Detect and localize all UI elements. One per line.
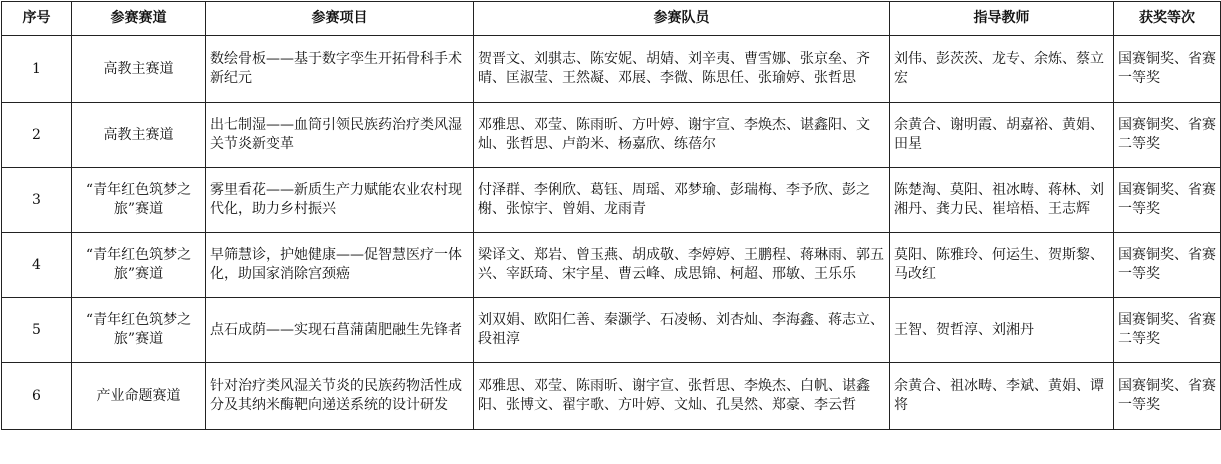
cell-project: 针对治疗类风湿关节炎的民族药物活性成分及其纳米酶靶向递送系统的设计研发 — [206, 363, 474, 430]
cell-project: 雾里看花——新质生产力赋能农业农村现代化，助力乡村振兴 — [206, 168, 474, 233]
cell-advisors: 刘伟、彭茨茨、龙专、余炼、蔡立宏 — [890, 36, 1114, 103]
cell-track: 产业命题赛道 — [72, 363, 206, 430]
cell-members: 付泽群、李俐欣、葛钰、周瑶、邓梦瑜、彭瑞梅、李予欣、彭之榭、张惊宇、曾娟、龙雨青 — [474, 168, 890, 233]
cell-advisors: 莫阳、陈雅玲、何运生、贺斯黎、马改红 — [890, 233, 1114, 298]
cell-members: 梁译文、郑岩、曾玉燕、胡成敬、李婷婷、王鹏程、蒋琳雨、郭五兴、宰跃琦、宋宇星、曹云峰、成思锦、柯超、邢敏、王乐乐 — [474, 233, 890, 298]
cell-advisors: 余黄合、祖冰畴、李斌、黄娟、谭将 — [890, 363, 1114, 430]
cell-award: 国赛铜奖、省赛一等奖 — [1114, 168, 1221, 233]
cell-project: 早筛慧诊，护她健康——促智慧医疗一体化，助国家消除宫颈癌 — [206, 233, 474, 298]
cell-members: 邓雅思、邓莹、陈雨昕、谢宇宣、张哲思、李焕杰、白帆、谌鑫阳、张博文、翟宇歌、方叶婷、文灿、孔昊然、郑豪、李云哲 — [474, 363, 890, 430]
table-row — [2, 168, 1221, 233]
table-row — [2, 363, 1221, 430]
cell-project: 出七制湿——血筒引领民族药治疗类风湿关节炎新变革 — [206, 103, 474, 168]
cell-award: 国赛铜奖、省赛二等奖 — [1114, 298, 1221, 363]
cell-track: 高教主赛道 — [72, 36, 206, 103]
table-row — [2, 36, 1221, 103]
cell-award: 国赛铜奖、省赛一等奖 — [1114, 36, 1221, 103]
header-track: 参赛赛道 — [72, 2, 206, 36]
cell-members: 贺晋文、刘骐志、陈安妮、胡婧、刘辛夷、曹雪娜、张京垒、齐晴、匡淑莹、王然凝、邓展、李微、陈思任、张瑜婷、张哲思 — [474, 36, 890, 103]
cell-advisors: 陈楚淘、莫阳、祖冰畴、蒋林、刘湘丹、龚力民、崔培梧、王志辉 — [890, 168, 1114, 233]
cell-advisors: 王智、贺哲淳、刘湘丹 — [890, 298, 1114, 363]
cell-track: “青年红色筑梦之旅”赛道 — [72, 168, 206, 233]
cell-project: 数绘骨板——基于数字孪生开拓骨科手术新纪元 — [206, 36, 474, 103]
cell-track: 高教主赛道 — [72, 103, 206, 168]
header-award: 获奖等次 — [1114, 2, 1221, 36]
table-row — [2, 103, 1221, 168]
cell-index: 4 — [2, 233, 72, 298]
header-project: 参赛项目 — [206, 2, 474, 36]
cell-index: 1 — [2, 36, 72, 103]
table-row — [2, 298, 1221, 363]
cell-advisors: 余黄合、谢明霞、胡嘉裕、黄娟、田星 — [890, 103, 1114, 168]
cell-index: 2 — [2, 103, 72, 168]
header-index: 序号 — [2, 2, 72, 36]
header-row — [2, 2, 1221, 36]
header-advisors: 指导教师 — [890, 2, 1114, 36]
header-members: 参赛队员 — [474, 2, 890, 36]
awards-table — [1, 1, 1221, 430]
cell-track: “青年红色筑梦之旅”赛道 — [72, 298, 206, 363]
cell-index: 6 — [2, 363, 72, 430]
cell-index: 3 — [2, 168, 72, 233]
cell-track: “青年红色筑梦之旅”赛道 — [72, 233, 206, 298]
cell-members: 邓雅思、邓莹、陈雨昕、方叶婷、谢宇宣、李焕杰、谌鑫阳、文灿、张哲思、卢韵米、杨嘉欣、练蓓尔 — [474, 103, 890, 168]
cell-project: 点石成荫——实现石菖蒲菌肥融生先锋者 — [206, 298, 474, 363]
cell-award: 国赛铜奖、省赛一等奖 — [1114, 363, 1221, 430]
table-row — [2, 233, 1221, 298]
cell-award: 国赛铜奖、省赛一等奖 — [1114, 233, 1221, 298]
cell-award: 国赛铜奖、省赛二等奖 — [1114, 103, 1221, 168]
cell-members: 刘双娟、欧阳仁善、秦灏学、石凌畅、刘杏灿、李海鑫、蒋志立、段祖淳 — [474, 298, 890, 363]
cell-index: 5 — [2, 298, 72, 363]
